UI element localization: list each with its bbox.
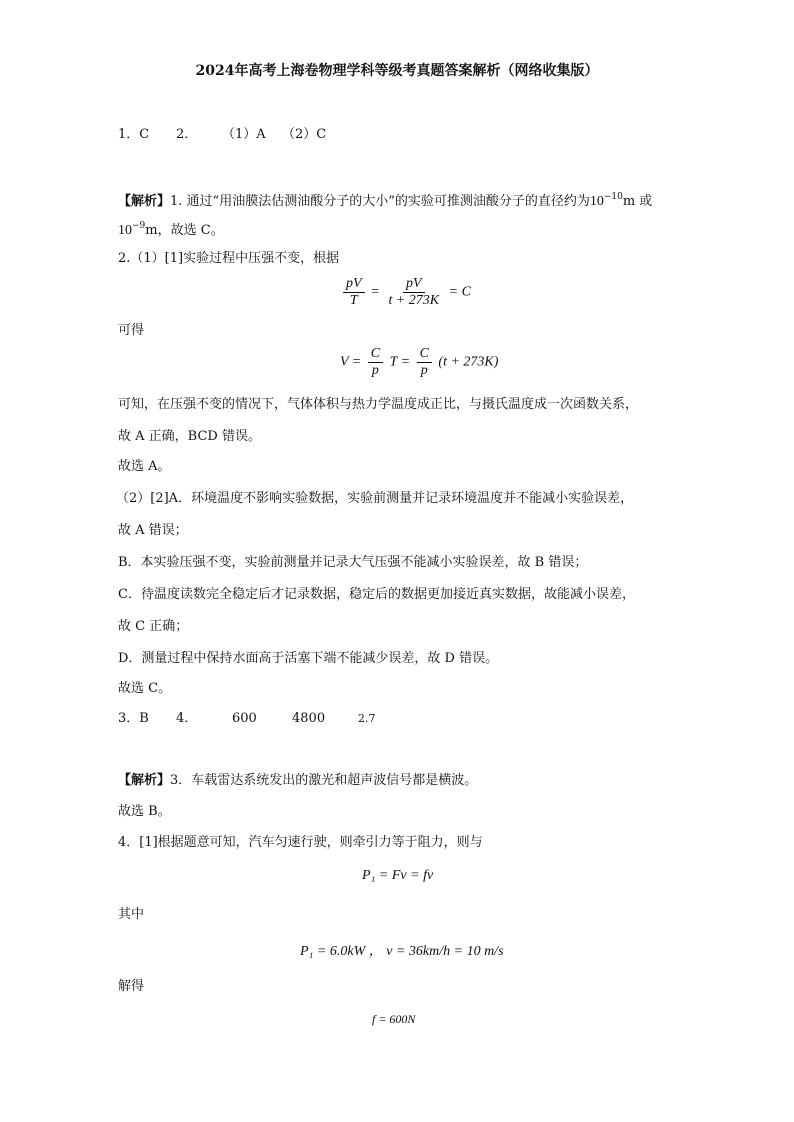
analysis-text: 1. 通过“用油膜法估测油酸分子的大小”的实验可推测油酸分子的直径约为 [170, 194, 590, 209]
analysis-line: B．本实验压强不变，实验前测量并记录大气压强不能减小实验误差，故 B 错误； [118, 555, 588, 570]
page-title: 2024年高考上海卷物理学科等级考真题答案解析（网络收集版） [195, 63, 599, 79]
analysis-line: 故选 C。 [118, 681, 172, 696]
equation-paren: (t + 273K) [438, 354, 499, 370]
fraction-denominator: t + 273K [388, 293, 440, 308]
analysis-prefix: 【解析】 [118, 194, 171, 209]
fraction-numerator: pV [343, 276, 365, 293]
fraction-denominator: p [371, 363, 379, 378]
equation-values: P₁ = 6.0kW ， v = 36km/h = 10 m/s [300, 944, 504, 959]
equation-volume [340, 346, 498, 379]
analysis-line: 故 A 错误； [118, 523, 188, 538]
equation-ideal-gas [340, 276, 471, 309]
fraction-denominator: T [349, 293, 358, 308]
unit-text: m 或 [622, 194, 653, 209]
analysis-line: 故 C 正确； [118, 619, 189, 634]
fraction-denominator: p [420, 363, 428, 378]
power-base: 10 [589, 194, 604, 209]
answer-q1: 1．C [118, 127, 150, 142]
equation-result: f = 600N [372, 1012, 416, 1026]
analysis-line: （2）[2]A．环境温度不影响实验数据，实验前测量并记录环境温度并不能减小实验误差， [116, 491, 634, 506]
analysis-text: m，故选 C。 [145, 223, 224, 238]
answer-q4-1: 600 [232, 711, 257, 726]
power-base: 10 [118, 223, 132, 238]
answer-q4-2: 4800 [292, 711, 326, 726]
analysis-line [118, 772, 477, 790]
analysis-line [118, 188, 652, 211]
equation-lhs: V = [340, 354, 362, 370]
answer-q3: 3．B [118, 711, 149, 726]
analysis-line: 2.（1）[1]实验过程中压强不变，根据 [118, 251, 340, 266]
answer-q4-3: 2.7 [358, 712, 376, 725]
answer-q4-label: 4． [176, 711, 198, 726]
analysis-line [118, 217, 224, 240]
analysis-line: 可知，在压强不变的情况下，气体体积与热力学温度成正比，与摄氏温度成一次函数关系， [118, 397, 639, 412]
answer-q2-1: （1）A [222, 127, 266, 142]
equation-mid: T = [389, 354, 411, 370]
equation-power: P₁ = Fv = fv [362, 868, 434, 883]
equation-rhs: = C [448, 284, 471, 300]
analysis-line: 4．[1]根据题意可知，汽车匀速行驶，则牵引力等于阻力，则与 [118, 835, 483, 850]
equals-sign: = [371, 284, 379, 300]
fraction-numerator: C [417, 346, 432, 363]
analysis-prefix: 【解析】 [118, 773, 171, 788]
analysis-line: D．测量过程中保持水面高于活塞下端不能减少误差，故 D 错误。 [118, 651, 499, 666]
analysis-line: C．待温度读数完全稳定后才记录数据，稳定后的数据更加接近真实数据，故能减小误差， [118, 587, 635, 602]
power-exponent: −10 [603, 192, 623, 202]
fraction-numerator: pV [403, 276, 425, 293]
analysis-line: 故选 A。 [118, 459, 171, 474]
analysis-line: 其中 [118, 907, 145, 922]
analysis-line: 故选 B。 [118, 804, 171, 819]
analysis-text: 3．车载雷达系统发出的激光和超声波信号都是横波。 [170, 773, 478, 788]
analysis-line: 可得 [118, 323, 145, 338]
power-exponent: −9 [132, 221, 146, 231]
answer-q2-label: 2． [176, 127, 198, 142]
answer-q2-2: （2）C [282, 127, 327, 142]
analysis-line: 解得 [118, 979, 145, 994]
analysis-line: 故 A 正确，BCD 错误。 [118, 429, 261, 444]
fraction-numerator: C [368, 346, 383, 363]
